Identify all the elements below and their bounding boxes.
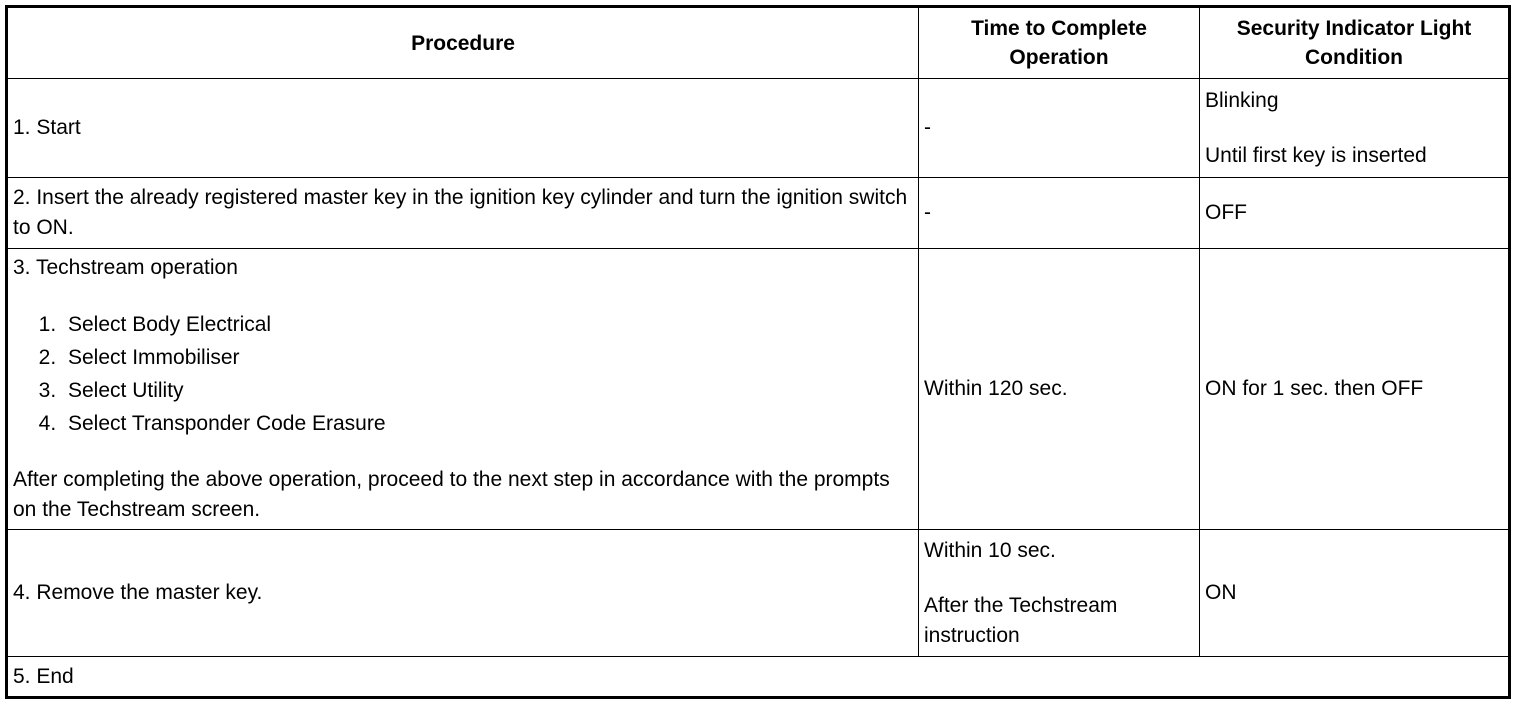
- light-cell: [1200, 79, 1510, 178]
- time-cell: [919, 530, 1200, 657]
- light-cell: OFF: [1200, 178, 1510, 249]
- list-item: 2. Select Immobiliser: [62, 341, 913, 374]
- header-procedure: Procedure: [7, 7, 919, 79]
- time-cell: -: [919, 178, 1200, 249]
- light-cell: ON for 1 sec. then OFF: [1200, 249, 1510, 530]
- line-gap: [924, 566, 1194, 591]
- list-item: 3. Select Utility: [62, 374, 913, 407]
- procedure-table: [5, 5, 1511, 699]
- procedure-cell: 5. End: [7, 657, 1510, 698]
- table-row: [7, 79, 1510, 178]
- techstream-steps-list: [13, 308, 913, 440]
- list-item: 4. Select Transponder Code Erasure: [62, 407, 913, 440]
- time-cell: -: [919, 79, 1200, 178]
- header-security-indicator: Security Indicator Light Condition: [1200, 7, 1510, 79]
- line-gap: [1205, 116, 1503, 141]
- table-row: [7, 530, 1510, 657]
- time-cell: Within 120 sec.: [919, 249, 1200, 530]
- procedure-cell: 2. Insert the already registered master key in the ignition key cylinder and turn the ignition switch to ON.: [7, 178, 919, 249]
- procedure-note: After completing the above operation, proceed to the next step in accordance with the prompts on the Techstream screen.: [13, 468, 890, 521]
- procedure-cell: [7, 249, 919, 530]
- time-note: After the Techstream instruction: [924, 593, 1118, 647]
- table-row: [7, 178, 1510, 249]
- light-cell: ON: [1200, 530, 1510, 657]
- table-row: [7, 249, 1510, 530]
- table-row: [7, 657, 1510, 698]
- table-header-row: [7, 7, 1510, 79]
- header-time-to-complete: Time to Complete Operation: [919, 7, 1200, 79]
- time-limit: Within 10 sec.: [924, 538, 1056, 562]
- light-note: Until first key is inserted: [1205, 143, 1427, 167]
- list-item: 1. Select Body Electrical: [62, 308, 913, 341]
- procedure-cell: 1. Start: [7, 79, 919, 178]
- light-state: Blinking: [1205, 88, 1279, 112]
- procedure-title: 3. Techstream operation: [13, 256, 238, 279]
- procedure-cell: 4. Remove the master key.: [7, 530, 919, 657]
